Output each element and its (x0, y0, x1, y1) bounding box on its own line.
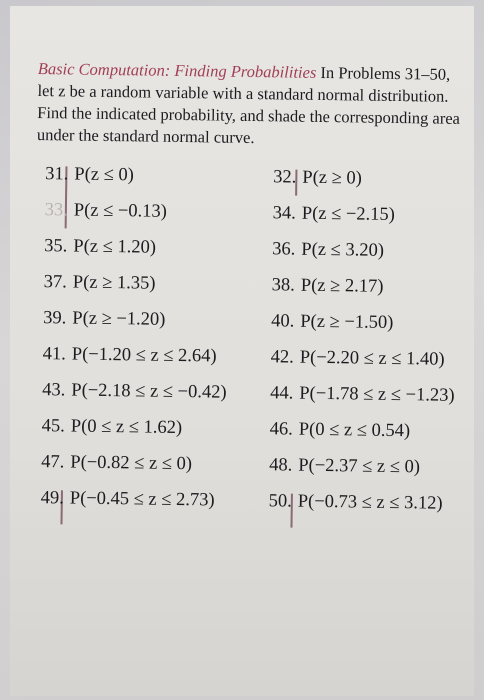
problem-expression: P(0 ≤ z ≤ 1.62) (70, 416, 183, 439)
problem-expression: P(z ≤ −2.15) (301, 203, 396, 225)
problem-item (264, 167, 362, 189)
problem-expression: P(−0.73 ≤ z ≤ 3.12) (297, 491, 443, 514)
problem-number: 36. (272, 239, 296, 260)
problem-number: 47. (41, 452, 65, 473)
problem-expression: P(−2.18 ≤ z ≤ −0.42) (71, 380, 227, 403)
problem-number: 34. (272, 203, 296, 224)
problem-item (34, 308, 165, 331)
problem-expression: P(−1.78 ≤ z ≤ −1.23) (299, 383, 455, 406)
problem-expression: P(z ≥ 0) (302, 167, 362, 189)
problem-item (34, 344, 217, 368)
problem-item (35, 272, 156, 295)
problem-expression: P(−2.37 ≤ z ≤ 0) (298, 455, 421, 478)
problem-number: 37. (43, 272, 68, 293)
problem-item (33, 416, 183, 439)
problem-row (34, 308, 464, 350)
problem-number: 32. (273, 167, 297, 188)
problem-expression: P(z ≤ 3.20) (301, 239, 385, 261)
problem-item (36, 200, 167, 223)
problem-number: 48. (269, 455, 293, 476)
problem-number: 46. (269, 419, 293, 440)
section-instructions: In Problems 31–50, let z be a random variable with a standard normal distribution. Find the indicated probability, and shade the corresponding area under the standard normal curve. (36, 62, 461, 148)
problem-row (35, 272, 465, 314)
problem-item (261, 419, 411, 442)
problem-expression: P(z ≤ −0.13) (73, 200, 168, 222)
problem-row (33, 380, 463, 422)
problem-grid (31, 164, 466, 530)
problem-item (263, 275, 384, 298)
problem-expression: P(z ≥ −1.50) (300, 311, 394, 333)
problem-expression: P(z ≤ 0) (74, 164, 134, 186)
problem-row (32, 416, 462, 458)
problem-number: 45. (41, 416, 65, 437)
problem-number: 43. (42, 380, 66, 401)
problem-item (32, 452, 192, 475)
problem-expression: P(0 ≤ z ≤ 0.54) (298, 419, 411, 442)
problem-row (35, 236, 465, 278)
problem-expression: P(z ≥ −1.20) (72, 308, 166, 330)
section-intro (37, 58, 468, 152)
problem-item (36, 164, 134, 186)
problem-item (263, 239, 384, 262)
problem-number: 50. (268, 491, 292, 512)
problem-row (32, 452, 462, 494)
problem-row (34, 344, 464, 386)
problem-expression: P(−1.20 ≤ z ≤ 2.64) (71, 344, 217, 367)
problem-number: 39. (43, 308, 67, 329)
problem-expression: P(−0.45 ≤ z ≤ 2.73) (69, 488, 215, 511)
problem-row (36, 200, 466, 242)
problem-item (35, 236, 156, 259)
problem-item (262, 347, 445, 371)
problem-number: 42. (270, 347, 294, 368)
problem-item (260, 491, 443, 515)
problem-expression: P(z ≥ 2.17) (300, 275, 384, 297)
problem-expression: P(z ≥ 1.35) (72, 272, 156, 294)
problem-number: 38. (271, 275, 295, 296)
problem-number: 40. (271, 311, 295, 332)
problem-number: 44. (270, 383, 294, 404)
problem-item (32, 488, 215, 512)
problem-expression: P(z ≤ 1.20) (73, 236, 157, 258)
problem-row (31, 488, 461, 530)
problem-item (33, 380, 227, 404)
exercise-section (31, 58, 467, 530)
problem-item (264, 203, 395, 226)
problem-number: 31. (45, 164, 69, 185)
problem-number: 33. (44, 200, 69, 221)
section-heading: Basic Computation: Finding Probabilities (37, 58, 317, 82)
problem-item (261, 383, 455, 407)
problem-expression: P(−0.82 ≤ z ≤ 0) (70, 452, 193, 475)
problem-item (262, 311, 393, 334)
problem-number: 49. (40, 488, 64, 509)
problem-row (36, 164, 466, 206)
problem-number: 35. (44, 236, 68, 257)
textbook-page (10, 6, 474, 696)
problem-number: 41. (42, 344, 67, 365)
problem-expression: P(−2.20 ≤ z ≤ 1.40) (299, 347, 445, 370)
problem-item (260, 455, 420, 478)
